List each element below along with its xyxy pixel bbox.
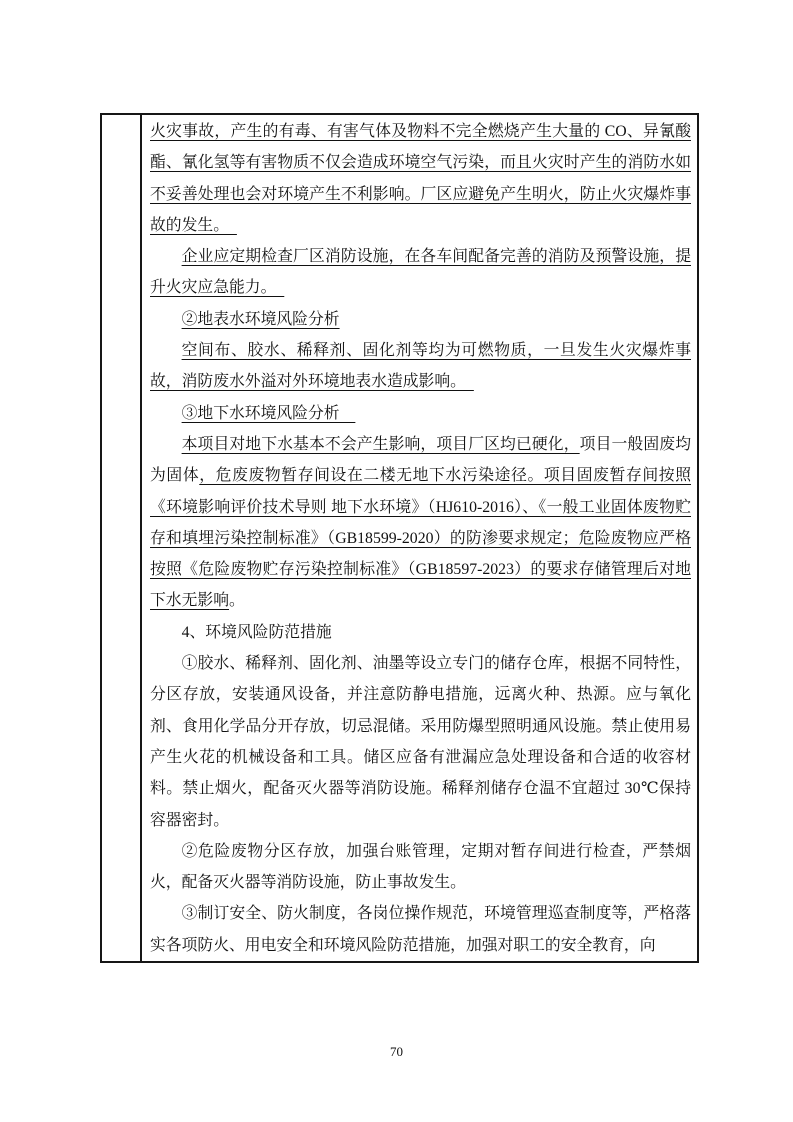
- text-run: ，危废废物暂存间设在二楼无地下水污染途径。项目固废暂存间按照《环境影响评价技术导则 地下水环境》（HJ610-2016）、《一般工业固体废物贮存和填埋污染控制标准》（GB18599-2020）的防渗要求规定；危险废物应严格按照《危险废物贮存污染控制标准》（GB18597-2023）的要求存储管理后对地下水无影响: [150, 467, 691, 610]
- paragraph: [150, 241, 691, 304]
- text-run: ①胶水、稀释剂、固化剂、油墨等设立专门的储存仓库，根据不同特性，分区存放，安装通风设备，并注意防静电措施，远离火种、热源。应与氧化剂、食用化学品分开存放，切忌混储。采用防爆型照明通风设施。禁止使用易产生火花的机械设备和工具。储区应备有泄漏应急处理设备和合适的收容材料。禁止烟火，配备灭火器等消防设施。稀释剂储存仓温不宜超过 30℃保持容器密封。: [150, 655, 691, 829]
- text-run: 4、环境风险防范措施: [181, 623, 332, 641]
- text-run: 。: [229, 592, 245, 610]
- table-content-cell: [142, 115, 697, 961]
- paragraph: [150, 617, 691, 648]
- paragraph: [150, 335, 691, 398]
- text-run: ③地下水环境风险分析: [181, 404, 356, 422]
- page-number: 70: [390, 1044, 403, 1059]
- paragraph: [150, 429, 691, 617]
- text-run: 企业应定期检查厂区消防设施，在各车间配备完善的消防及预警设施，提升火灾应急能力。: [150, 248, 691, 297]
- text-run: ②地表水环境风险分析: [181, 310, 340, 328]
- paragraph: [150, 898, 691, 961]
- paragraph: [150, 648, 691, 836]
- paragraph: [150, 116, 691, 241]
- content-table: [100, 113, 699, 963]
- text-run: 火灾事故，产生的有毒、有害气体及物料不完全燃烧产生大量的 CO、异氰酸酯、氰化氢等有害物质不仅会造成环境空气污染，而且火灾时产生的消防水如不妥善处理也会对环境产生不利影响。厂区应避免产生明火，防止火灾爆炸事故的发生。: [150, 123, 691, 234]
- text-run: ③制订安全、防火制度，各岗位操作规范，环境管理巡查制度等，严格落实各项防火、用电安全和环境风险防范措施，加强对职工的安全教育，向: [150, 905, 691, 954]
- text-run: 本项目对地下水基本不会产生影响，项目厂区均已硬化，: [181, 435, 580, 453]
- text-run: 项目一般固废均为固体: [150, 435, 691, 485]
- paragraph: [150, 304, 691, 335]
- paragraph: [150, 398, 691, 429]
- table-left-cell: [102, 115, 142, 961]
- text-run: ②危险废物分区存放，加强台账管理，定期对暂存间进行检查，严禁烟火，配备灭火器等消防设施，防止事故发生。: [150, 842, 691, 892]
- paragraph: [150, 836, 691, 899]
- text-run: 空间布、胶水、稀释剂、固化剂等均为可燃物质，一旦发生火灾爆炸事故，消防废水外溢对外环境地表水造成影响。: [150, 342, 691, 391]
